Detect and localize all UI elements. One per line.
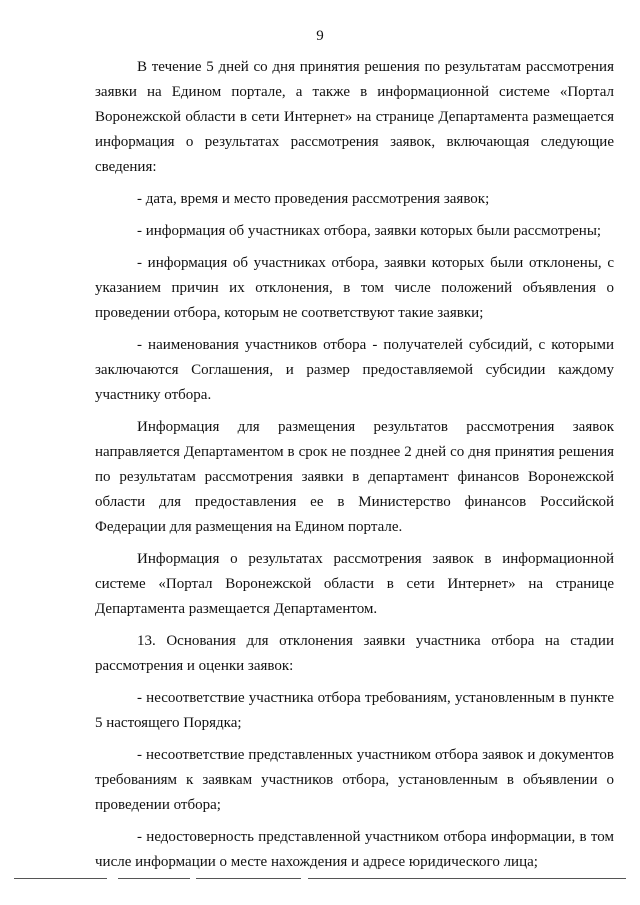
paragraph-item-documents-mismatch: - несоответствие представленных участником отбора заявок и документов требованиям к заявкам участников отбора, установленным в объявлении о проведении отбора; <box>95 747 614 813</box>
paragraph-item-subsidy-recipients: - наименования участников отбора - получателей субсидий, с которыми заключаются Соглашения, и размер предоставляемой субсидии каждому участнику отбора. <box>95 337 614 403</box>
paragraph-item-unreliable-information: - недостоверность представленной участником отбора информации, в том числе информации о месте нахождения и адресе юридического лица; <box>95 829 614 870</box>
document-body <box>95 55 614 882</box>
page-number: 9 <box>316 28 324 44</box>
footer-rule <box>196 878 301 879</box>
paragraph-item-reviewed-participants: - информация об участниках отбора, заявки которых были рассмотрены; <box>137 223 602 239</box>
paragraph-information-submission: Информация для размещения результатов рассмотрения заявок направляется Департаментом в срок не позднее 2 дней со дня принятия решения по результатам рассмотрения заявки в департамент финансов Воронежской области для предоставления ее в Министерство финансов Российской Федерации для размещения на Едином портале. <box>95 419 614 535</box>
footer-rule <box>118 878 190 879</box>
paragraph-results-publication: В течение 5 дней со дня принятия решения по результатам рассмотрения заявки на Едином портале, а также в информационной системе «Портал Воронежской области в сети Интернет» на странице Департамента размещается информация о результатах рассмотрения заявок, включающая следующие сведения: <box>95 59 614 175</box>
paragraph-item-requirements-mismatch: - несоответствие участника отбора требованиям, установленным в пункте 5 настоящего Порядка; <box>95 690 614 731</box>
footer-rule <box>14 878 107 879</box>
paragraph-item-rejected-participants: - информация об участниках отбора, заявки которых были отклонены, с указанием причин их отклонения, в том числе положений объявления о проведении отбора, которым не соответствуют такие заявки; <box>95 255 614 321</box>
footer-rule <box>308 878 626 879</box>
paragraph-section-13-heading: 13. Основания для отклонения заявки участника отбора на стадии рассмотрения и оценки заявок: <box>95 633 614 674</box>
paragraph-item-date-time-place: - дата, время и место проведения рассмотрения заявок; <box>137 191 490 207</box>
paragraph-portal-publication: Информация о результатах рассмотрения заявок в информационной системе «Портал Воронежской области в сети Интернет» на странице Департамента размещается Департаментом. <box>95 551 614 617</box>
